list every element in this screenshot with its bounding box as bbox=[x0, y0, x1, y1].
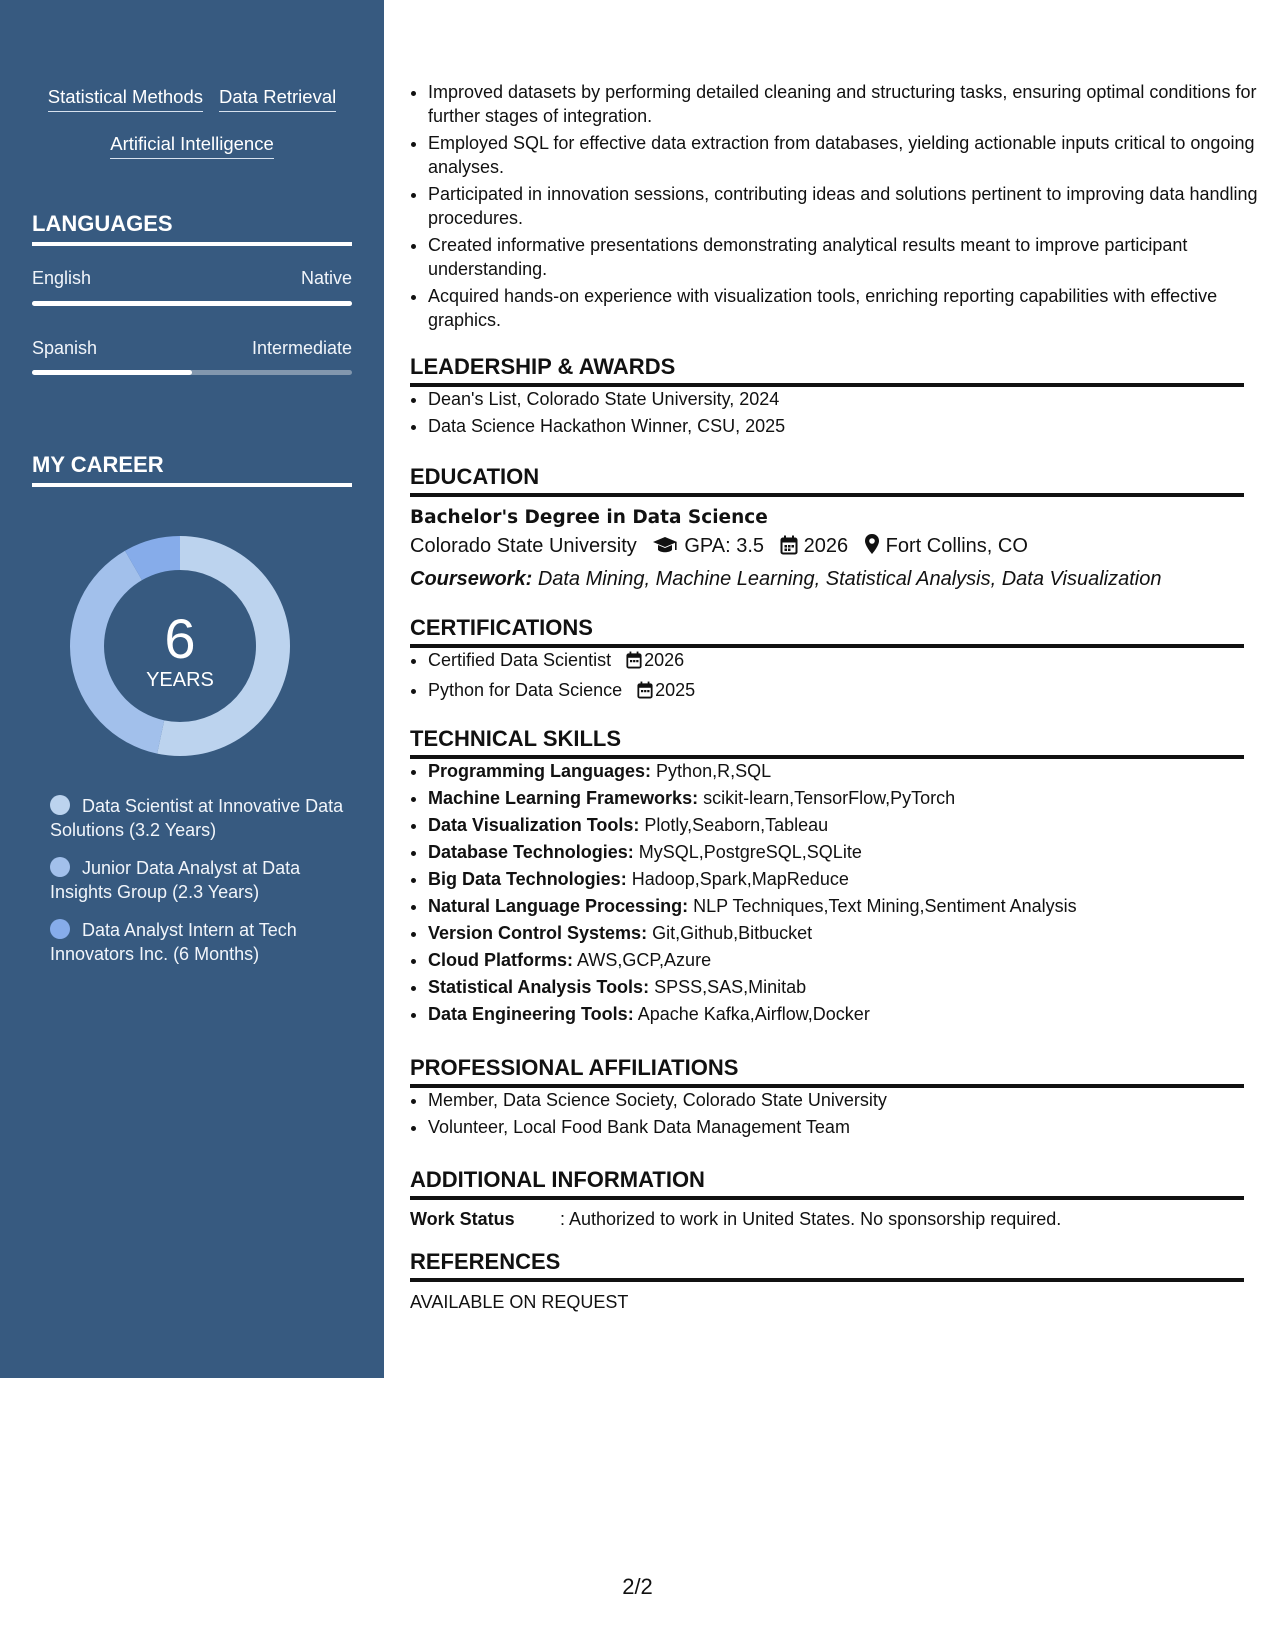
references-text: AVAILABLE ON REQUEST bbox=[410, 1292, 629, 1312]
donut-segment bbox=[70, 551, 164, 754]
skill-category: Data Engineering Tools: bbox=[428, 1004, 634, 1024]
skill-values: Plotly,Seaborn,Tableau bbox=[644, 815, 829, 835]
skill-values: SPSS,SAS,Minitab bbox=[654, 977, 807, 997]
coursework bbox=[410, 564, 1244, 594]
affiliations-section bbox=[410, 1054, 1244, 1142]
experience-bullet: • Acquired hands-on experience with visualization tools, enriching reporting capabilities with effective graphics. bbox=[428, 284, 1262, 332]
graduation-cap-icon bbox=[652, 534, 678, 564]
experience-bullet: • Employed SQL for effective data extraction from databases, yielding actionable inputs critical to ongoing analyses. bbox=[428, 131, 1262, 179]
certification-name: Certified Data Scientist bbox=[428, 650, 612, 670]
skill-values: scikit-learn,TensorFlow,PyTorch bbox=[703, 788, 956, 808]
skill-values: Hadoop,Spark,MapReduce bbox=[631, 869, 849, 889]
skill-category: Version Control Systems: bbox=[428, 923, 648, 943]
skill-item bbox=[428, 786, 1244, 810]
skill-values: MySQL,PostgreSQL,SQLite bbox=[638, 842, 862, 862]
career-years-label: YEARS bbox=[146, 669, 214, 691]
career-donut-chart bbox=[62, 528, 298, 764]
career-item-label: Data Scientist at Innovative Data Solutions (3.2 Years) bbox=[50, 796, 344, 840]
coursework-label: Coursework: bbox=[410, 568, 533, 590]
work-status-value: : Authorized to work in United States. No sponsorship required. bbox=[560, 1209, 1062, 1229]
certifications-section bbox=[410, 614, 1244, 708]
skill-item bbox=[428, 867, 1244, 891]
list-item: • Member, Data Science Society, Colorado State University bbox=[428, 1088, 1244, 1112]
career-legend-item bbox=[50, 918, 350, 966]
work-status-row bbox=[410, 1207, 1244, 1231]
legend-dot bbox=[50, 857, 70, 877]
skill-item bbox=[428, 813, 1244, 837]
section-title: EDUCATION bbox=[410, 463, 1244, 497]
skill-category: Cloud Platforms: bbox=[428, 950, 574, 970]
skill-values: Git,Github,Bitbucket bbox=[652, 923, 813, 943]
career-heading: MY CAREER bbox=[32, 451, 352, 487]
page-number: 2/2 bbox=[622, 1574, 653, 1599]
skill-category: Big Data Technologies: bbox=[428, 869, 627, 889]
career-legend-item bbox=[50, 794, 350, 842]
skill-category: Natural Language Processing: bbox=[428, 896, 689, 916]
skill-tags bbox=[20, 84, 364, 178]
calendar-icon bbox=[780, 534, 798, 564]
skill-item bbox=[428, 759, 1244, 783]
education-section bbox=[410, 463, 1244, 594]
skill-category: Database Technologies: bbox=[428, 842, 634, 862]
language-name: English bbox=[32, 268, 92, 288]
list-item: • Data Science Hackathon Winner, CSU, 2025 bbox=[428, 414, 1244, 438]
skill-tag: Data Retrieval bbox=[219, 84, 336, 112]
skill-category: Machine Learning Frameworks: bbox=[428, 788, 699, 808]
language-proficiency-bar bbox=[32, 301, 352, 306]
section-title: TECHNICAL SKILLS bbox=[410, 725, 1244, 759]
career-legend-item bbox=[50, 856, 350, 904]
skill-category: Programming Languages: bbox=[428, 761, 652, 781]
legend-dot bbox=[50, 795, 70, 815]
work-status-label: Work Status bbox=[410, 1209, 515, 1229]
degree-title: Bachelor's Degree in Data Science bbox=[410, 507, 768, 528]
skill-item bbox=[428, 921, 1244, 945]
experience-bullet: • Created informative presentations demonstrating analytical results meant to improve participant understanding. bbox=[428, 233, 1262, 281]
language-level: Intermediate bbox=[251, 338, 352, 358]
skill-values: AWS,GCP,Azure bbox=[577, 950, 712, 970]
graduation-year: 2026 bbox=[803, 535, 849, 557]
sidebar bbox=[0, 0, 384, 1378]
skill-tag: Artificial Intelligence bbox=[110, 131, 274, 159]
skill-item bbox=[428, 894, 1244, 918]
career-years-value: 6 bbox=[164, 607, 196, 670]
skill-category: Data Visualization Tools: bbox=[428, 815, 640, 835]
language-level: Native bbox=[300, 268, 352, 288]
certification-name: Python for Data Science bbox=[428, 680, 623, 700]
career-legend bbox=[50, 794, 350, 980]
certification-year: 2026 bbox=[644, 650, 685, 670]
calendar-icon bbox=[626, 651, 642, 675]
skill-item bbox=[428, 975, 1244, 999]
languages-heading: LANGUAGES bbox=[32, 210, 352, 246]
references-section bbox=[410, 1248, 1244, 1314]
section-title: ADDITIONAL INFORMATION bbox=[410, 1166, 1244, 1200]
school-name: Colorado State University bbox=[410, 535, 637, 557]
experience-bullet: • Improved datasets by performing detailed cleaning and structuring tasks, ensuring optimal conditions for further stages of integration. bbox=[428, 80, 1262, 128]
skill-values: NLP Techniques,Text Mining,Sentiment Analysis bbox=[693, 896, 1077, 916]
education-details bbox=[410, 531, 1244, 564]
section-title: CERTIFICATIONS bbox=[410, 614, 1244, 648]
certification-item bbox=[428, 648, 1244, 675]
career-item-label: Data Analyst Intern at Tech Innovators Inc. (6 Months) bbox=[50, 920, 297, 964]
skill-item bbox=[428, 1002, 1244, 1026]
legend-dot bbox=[50, 919, 70, 939]
section-title: REFERENCES bbox=[410, 1248, 1244, 1282]
skill-item bbox=[428, 840, 1244, 864]
section-title: LEADERSHIP & AWARDS bbox=[410, 353, 1244, 387]
coursework-list: Data Mining, Machine Learning, Statistical Analysis, Data Visualization bbox=[537, 568, 1162, 590]
additional-info-section bbox=[410, 1166, 1244, 1231]
calendar-icon bbox=[637, 681, 653, 705]
experience-bullet: • Participated in innovation sessions, contributing ideas and solutions pertinent to improving data handling procedures. bbox=[428, 182, 1262, 230]
list-item: • Volunteer, Local Food Bank Data Management Team bbox=[428, 1115, 1244, 1139]
section-title: PROFESSIONAL AFFILIATIONS bbox=[410, 1054, 1244, 1088]
skill-item bbox=[428, 948, 1244, 972]
gpa: GPA: 3.5 bbox=[684, 535, 765, 557]
technical-skills-section bbox=[410, 725, 1244, 1029]
certification-year: 2025 bbox=[655, 680, 696, 700]
leadership-section bbox=[410, 353, 1244, 441]
experience-bullets bbox=[410, 80, 1262, 335]
skill-values: Apache Kafka,Airflow,Docker bbox=[637, 1004, 870, 1024]
career-item-label: Junior Data Analyst at Data Insights Group (2.3 Years) bbox=[50, 858, 301, 902]
skill-tag: Statistical Methods bbox=[48, 84, 203, 112]
location-pin-icon bbox=[864, 533, 880, 564]
language-proficiency-fill bbox=[32, 370, 192, 375]
language-proficiency-fill bbox=[32, 301, 352, 306]
skill-category: Statistical Analysis Tools: bbox=[428, 977, 650, 997]
language-name: Spanish bbox=[32, 338, 98, 358]
skill-values: Python,R,SQL bbox=[656, 761, 772, 781]
language-proficiency-bar bbox=[32, 370, 352, 375]
location: Fort Collins, CO bbox=[885, 535, 1028, 557]
certification-item bbox=[428, 678, 1244, 705]
list-item: • Dean's List, Colorado State University, 2024 bbox=[428, 387, 1244, 411]
